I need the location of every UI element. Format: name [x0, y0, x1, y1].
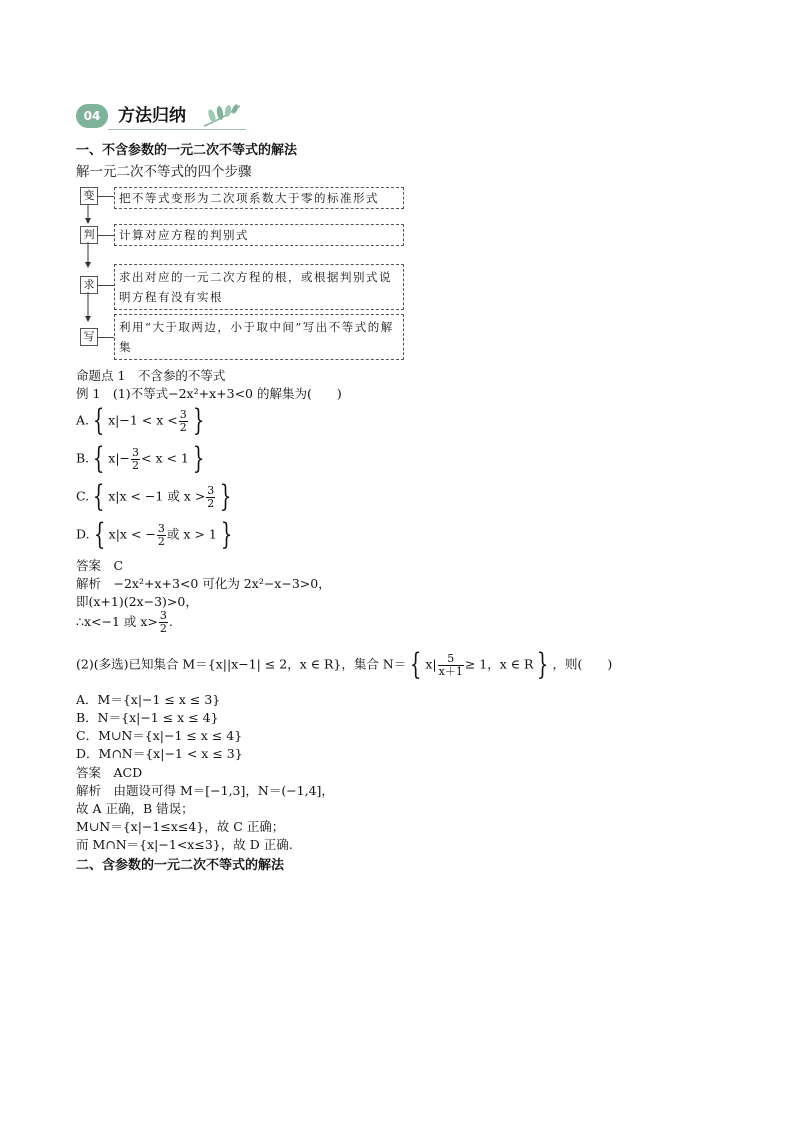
- fraction-num: 3: [157, 521, 165, 535]
- fraction: [438, 653, 464, 678]
- leaf-icon: [200, 102, 246, 130]
- analysis-2-line-2: 故 A 正确，B 错误；: [76, 801, 194, 816]
- example-1-stem: 例 1 (1)不等式−2x²+x+3<0 的解集为( ): [76, 386, 342, 401]
- analysis-2-line-1: 解析 由题设可得 M＝[−1,3]，N＝(−1,4]，: [76, 783, 334, 798]
- step-text-3: 求出对应的一元二次方程的根，或根据判别式说明方程有没有实根: [114, 264, 404, 310]
- connector: [98, 196, 114, 197]
- fraction: [206, 485, 215, 510]
- section-heading-2: 二、含参数的一元二次不等式的解法: [76, 858, 285, 873]
- fraction-num: 3: [179, 407, 187, 421]
- step-text-2: 计算对应方程的判别式: [114, 224, 404, 246]
- fraction-den: 2: [132, 458, 140, 472]
- analysis-1-line-3-end: .: [168, 614, 173, 629]
- example-2-stem: [76, 647, 613, 682]
- fraction-den: 2: [207, 496, 215, 510]
- fraction: [179, 409, 188, 434]
- right-brace: }: [537, 647, 549, 682]
- analysis-1-line-1: 解析 −2x²+x+3<0 可化为 2x²−x−3>0，: [76, 576, 331, 591]
- option-c: [76, 479, 235, 514]
- fraction-den: 2: [179, 420, 187, 434]
- ex2-option-b: B．N＝{x|−1 ≤ x ≤ 4}: [76, 710, 219, 725]
- answer-2: 答案 ACD: [76, 765, 143, 780]
- fraction-den: x＋1: [438, 664, 463, 678]
- fraction-num: 3: [132, 445, 140, 459]
- connector: [98, 337, 114, 338]
- option-a-text: x|−1 < x <: [108, 412, 178, 428]
- analysis-1-line-3: [76, 610, 173, 635]
- right-brace: }: [220, 479, 232, 514]
- step-text-1: 把不等式变形为二次项系数大于零的标准形式: [114, 187, 404, 209]
- section-title: 方法归纳: [118, 106, 186, 126]
- option-b-text-post: < x < 1: [141, 450, 189, 466]
- step-box-xie: 写: [80, 328, 98, 346]
- section-number-badge: 04: [76, 104, 108, 128]
- step-box-qiu: 求: [80, 276, 98, 294]
- analysis-2-line-3: M∪N＝{x|−1≤x≤4}，故 C 正确；: [76, 819, 285, 834]
- step-box-bian: 变: [80, 187, 98, 205]
- example-2-stem-pre: (2)(多选)已知集合 M＝{x||x−1| ≤ 2，x ∈ R}，集合 N＝: [76, 656, 407, 672]
- analysis-1-line-2: 即(x+1)(2x−3)>0，: [76, 594, 198, 609]
- left-brace: {: [92, 479, 105, 514]
- option-c-text: x|x < −1 或 x >: [108, 488, 206, 504]
- ex2-option-c: C．M∪N＝{x|−1 ≤ x ≤ 4}: [76, 728, 243, 743]
- option-b-text: x|−: [108, 450, 131, 466]
- ex2-option-a: A．M＝{x|−1 ≤ x ≤ 3}: [76, 692, 221, 707]
- topic-label: 命题点 1 不含参的不等式: [76, 368, 226, 383]
- left-brace: {: [92, 403, 105, 438]
- option-d-label: D.: [76, 526, 90, 542]
- example-2-stem-post: ，则( ): [552, 656, 613, 672]
- connector: [98, 235, 114, 236]
- answer-1: 答案 C: [76, 558, 124, 573]
- option-d-text-post: 或 x > 1: [166, 526, 217, 542]
- section-heading-1: 一、不含参数的一元二次不等式的解法: [76, 143, 298, 158]
- option-d-text: x|x < −: [108, 526, 156, 542]
- fraction-num: 3: [159, 609, 167, 622]
- step-text-4: 利用“大于取两边，小于取中间”写出不等式的解集: [114, 314, 404, 360]
- fraction-num: 3: [207, 483, 215, 497]
- option-d: [76, 517, 236, 552]
- left-brace: {: [410, 647, 422, 682]
- step-box-pan: 判: [80, 226, 98, 244]
- fraction: [157, 523, 166, 548]
- fraction: [159, 610, 168, 635]
- right-brace: }: [220, 517, 233, 552]
- set-n-post: ≥ 1，x ∈ R: [464, 656, 534, 672]
- right-brace: }: [192, 441, 205, 476]
- option-b-label: B.: [76, 450, 90, 466]
- fraction-num: 5: [438, 653, 464, 666]
- option-b: [76, 441, 208, 476]
- fraction-den: 2: [157, 534, 165, 548]
- subheading: 解一元二次不等式的四个步骤: [76, 164, 252, 180]
- left-brace: {: [93, 517, 105, 552]
- analysis-1-line-3-text: ∴x<−1 或 x>: [76, 614, 158, 629]
- option-c-label: C.: [76, 488, 90, 504]
- left-brace: {: [92, 441, 105, 476]
- fraction: [131, 447, 140, 472]
- option-a-label: A.: [76, 412, 90, 428]
- option-a: [76, 403, 208, 438]
- connector: [98, 285, 114, 286]
- set-n-pre: x|: [425, 656, 437, 672]
- ex2-option-d: D．M∩N＝{x|−1 < x ≤ 3}: [76, 746, 243, 761]
- fraction-den: 2: [159, 622, 167, 635]
- right-brace: }: [192, 403, 204, 438]
- analysis-2-line-4: 而 M∩N＝{x|−1<x≤3}，故 D 正确.: [76, 837, 293, 852]
